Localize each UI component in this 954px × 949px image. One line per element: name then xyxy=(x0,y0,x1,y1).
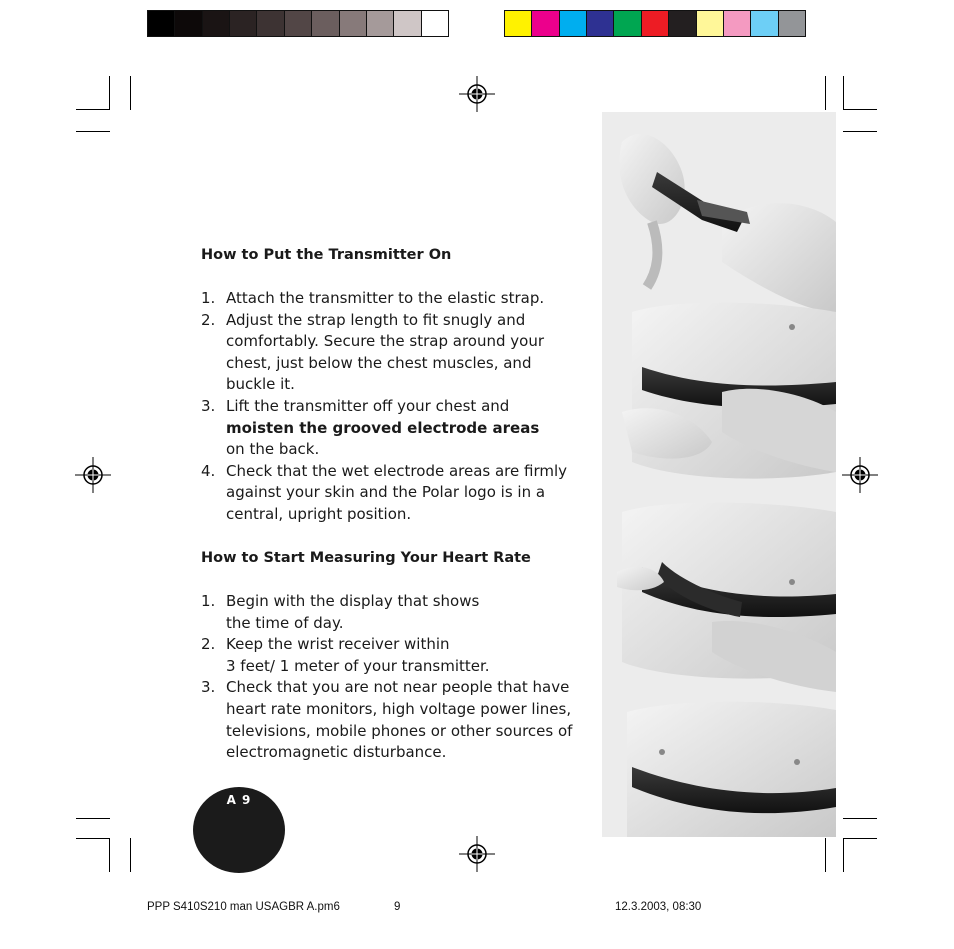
measuring-steps-list xyxy=(201,591,581,764)
registration-mark-top-icon xyxy=(459,76,495,112)
crop-mark-bottom-right-h2 xyxy=(843,838,877,839)
crop-mark-bottom-right-v xyxy=(843,838,844,872)
grayscale-swatch xyxy=(394,11,421,36)
process-color-swatch xyxy=(587,11,614,36)
step-text: televisions, mobile phones or other sources of xyxy=(226,721,573,740)
registration-mark-bottom-icon xyxy=(459,836,495,872)
footer-page-number: 9 xyxy=(394,901,401,913)
process-color-swatch xyxy=(560,11,587,36)
process-color-swatch xyxy=(669,11,696,36)
transmitter-steps-list xyxy=(201,288,581,526)
crop-mark-top-right-h2 xyxy=(843,131,877,132)
photo-attach-strap xyxy=(619,134,836,312)
grayscale-swatch xyxy=(148,11,175,36)
step-text: comfortably. Secure the strap around your xyxy=(226,332,545,351)
process-color-swatch xyxy=(642,11,669,36)
footer-datetime: 12.3.2003, 08:30 xyxy=(615,901,702,913)
process-color-swatch xyxy=(724,11,751,36)
list-item xyxy=(201,396,581,461)
process-color-swatch xyxy=(751,11,778,36)
crop-mark-top-left-h xyxy=(76,109,110,110)
list-item xyxy=(201,591,581,634)
grayscale-swatch xyxy=(257,11,284,36)
step-text: Lift the transmitter off your chest and xyxy=(226,396,510,415)
step-text: Attach the transmitter to the elastic strap. xyxy=(226,289,545,307)
grayscale-swatch xyxy=(312,11,339,36)
crop-mark-top-left-v2 xyxy=(130,76,131,110)
grayscale-swatch xyxy=(175,11,202,36)
grayscale-swatch xyxy=(340,11,367,36)
step-text: the time of day. xyxy=(226,613,344,632)
step-number: 2. xyxy=(201,635,216,654)
crop-mark-top-right-h xyxy=(843,109,877,110)
footer-filename: PPP S410S210 man USAGBR A.pm6 xyxy=(147,901,340,913)
chest-strap-photos-illustration xyxy=(602,112,836,837)
step-text: chest, just below the chest muscles, and xyxy=(226,353,532,372)
grayscale-swatch xyxy=(367,11,394,36)
crop-mark-bottom-left-v xyxy=(109,838,110,872)
step-number: 1. xyxy=(201,289,216,307)
step-number: 1. xyxy=(201,592,216,610)
registration-mark-right-icon xyxy=(842,457,878,493)
grayscale-color-bar xyxy=(147,10,449,37)
step-text: electromagnetic disturbance. xyxy=(226,743,447,762)
step-number: 3. xyxy=(201,678,216,697)
grayscale-swatch xyxy=(230,11,257,36)
crop-mark-top-left-h2 xyxy=(76,131,110,132)
crop-mark-bottom-right-v2 xyxy=(825,838,826,872)
photo-buckle-strap xyxy=(622,303,836,479)
step-text: 3 feet/ 1 meter of your transmitter. xyxy=(226,656,490,675)
process-color-swatch xyxy=(614,11,641,36)
grayscale-swatch xyxy=(203,11,230,36)
photo-lift-transmitter xyxy=(617,503,836,692)
step-text: Check that you are not near people that have xyxy=(226,678,570,697)
crop-mark-top-left-v xyxy=(109,76,110,110)
grayscale-swatch xyxy=(285,11,312,36)
list-item xyxy=(201,634,581,677)
step-number: 2. xyxy=(201,310,216,329)
step-text: against your skin and the Polar logo is in a xyxy=(226,483,546,502)
process-color-bar xyxy=(504,10,806,37)
list-item xyxy=(201,677,581,763)
page-badge-label: A 9 xyxy=(226,793,252,807)
step-text: Adjust the strap length to fit snugly and xyxy=(226,310,526,329)
step-text: heart rate monitors, high voltage power lines, xyxy=(226,699,572,718)
step-text: Begin with the display that shows xyxy=(226,592,480,610)
photo-strap-worn xyxy=(627,702,836,837)
section-heading-start-measuring: How to Start Measuring Your Heart Rate xyxy=(201,550,531,566)
process-color-swatch xyxy=(697,11,724,36)
section-heading-put-transmitter-on: How to Put the Transmitter On xyxy=(201,247,452,263)
step-number: 4. xyxy=(201,461,216,480)
list-item xyxy=(201,310,581,396)
list-item xyxy=(201,288,581,310)
registration-mark-left-icon xyxy=(75,457,111,493)
transmitter-photo-panel xyxy=(602,112,836,837)
step-text-bold xyxy=(226,418,581,440)
step-text: central, upright position. xyxy=(226,504,412,523)
step-text: Check that the wet electrode areas are firmly xyxy=(226,461,568,480)
crop-mark-bottom-right-h xyxy=(843,818,877,819)
list-item xyxy=(201,461,581,526)
grayscale-swatch xyxy=(422,11,448,36)
step-text: buckle it. xyxy=(226,375,295,394)
step-text: on the back. xyxy=(226,440,320,459)
crop-mark-bottom-left-h2 xyxy=(76,838,110,839)
process-color-swatch xyxy=(779,11,805,36)
process-color-swatch xyxy=(505,11,532,36)
emphasis-text: moisten the grooved electrode areas xyxy=(226,418,540,437)
step-number: 3. xyxy=(201,396,216,415)
crop-mark-top-right-v xyxy=(843,76,844,110)
step-text: Keep the wrist receiver within xyxy=(226,635,450,654)
process-color-swatch xyxy=(532,11,559,36)
crop-mark-top-right-v2 xyxy=(825,76,826,110)
crop-mark-bottom-left-h xyxy=(76,818,110,819)
crop-mark-bottom-left-v2 xyxy=(130,838,131,872)
